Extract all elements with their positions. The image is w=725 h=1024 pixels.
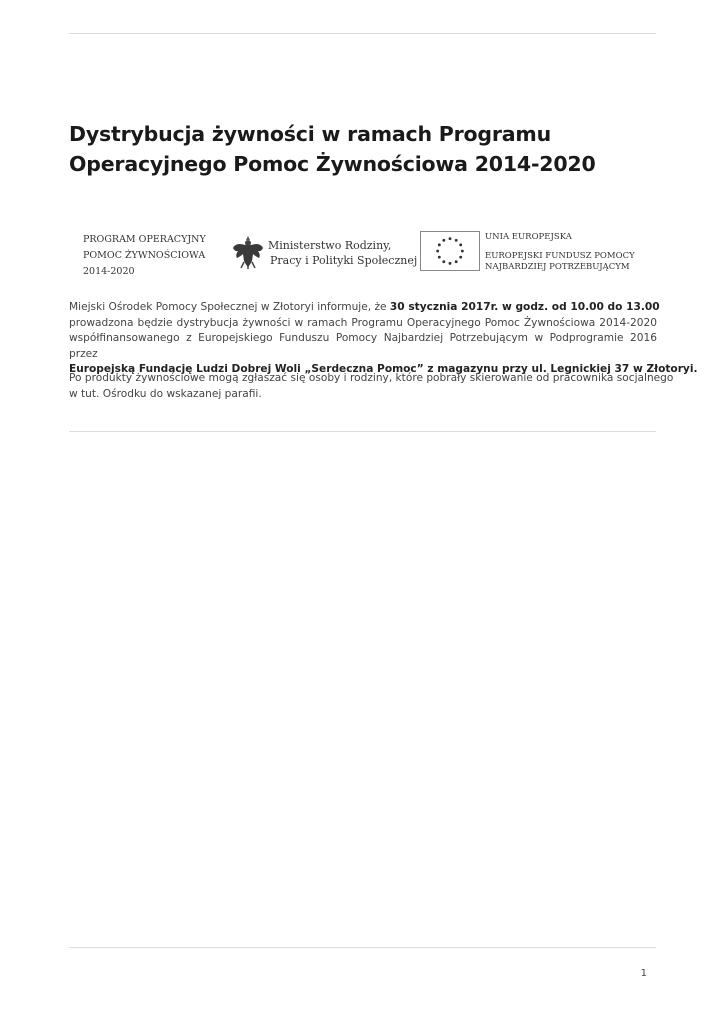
program-logo-line-3: 2014-2020 <box>83 266 135 277</box>
paragraph-line-1: Miejski Ośrodek Pomocy Społecznej w Złotoryi informuje, że 30 stycznia 2017r. w godz. od 10.00 do 13.00 <box>69 301 660 313</box>
eu-star-icon <box>461 250 464 253</box>
eu-star-icon <box>455 260 458 263</box>
ministry-logo <box>268 238 417 268</box>
eu-flag-icon <box>420 231 480 271</box>
eu-star-icon <box>459 243 462 246</box>
polish-eagle-emblem <box>232 234 264 270</box>
eu-star-icon <box>438 256 441 259</box>
footer-rule <box>69 947 656 948</box>
ministry-logo-line-1: Ministerstwo Rodziny, <box>268 239 392 252</box>
eu-logo-line-3: NAJBARDZIEJ POTRZEBUJĄCYM <box>485 262 630 272</box>
eu-star-icon <box>442 260 445 263</box>
program-logo <box>83 232 206 280</box>
organizer-location: Europejską Fundację Ludzi Dobrej Woli „Serdeczna Pomoc” z magazynu przy ul. Legnickiej 37 w Złotoryi. <box>69 363 698 375</box>
eu-star-icon <box>449 237 452 240</box>
paragraph-2-line-2: w tut. Ośrodku do wskazanej parafii. <box>69 387 262 400</box>
title-line-1: Dystrybucja żywności w ramach Programu <box>69 122 551 146</box>
eu-star-icon <box>459 256 462 259</box>
paragraph-line-3: współfinansowanego z Europejskiego Funduszu Pomocy Najbardziej Potrzebującym w Podprogramie 2016 przez <box>69 332 657 360</box>
eu-logo-line-1: UNIA EUROPEJSKA <box>485 232 572 242</box>
eligibility-paragraph <box>69 371 674 402</box>
eu-star-icon <box>442 239 445 242</box>
document-title <box>69 119 669 179</box>
eu-logo <box>485 232 635 273</box>
event-date-time: 30 stycznia 2017r. w godz. od 10.00 do 13.00 <box>389 301 660 313</box>
eu-star-icon <box>449 262 452 265</box>
page-number: 1 <box>640 968 647 979</box>
ministry-logo-line-2: Pracy i Polityki Społecznej <box>270 254 418 267</box>
eu-star-icon <box>455 239 458 242</box>
title-line-2: Operacyjnego Pomoc Żywnościowa 2014-2020 <box>69 152 596 176</box>
program-logo-line-2: POMOC ŻYWNOŚCIOWA <box>83 250 206 261</box>
eu-star-icon <box>438 243 441 246</box>
program-logo-line-1: PROGRAM OPERACYJNY <box>83 234 206 245</box>
logo-banner <box>69 220 656 285</box>
eu-star-icon <box>436 250 439 253</box>
content-end-rule <box>69 431 656 432</box>
eu-logo-line-2: EUROPEJSKI FUNDUSZ POMOCY <box>485 251 635 261</box>
top-rule <box>69 33 656 34</box>
paragraph-line-2: prowadzona będzie dystrybucja żywności w ramach Programu Operacyjnego Pomoc Żywnościowa 2014-2020 <box>69 316 657 329</box>
paragraph-2-line-1: Po produkty żywnościowe mogą zgłaszać się osoby i rodziny, które pobrały skierowanie od pracownika socjalnego <box>69 372 674 384</box>
